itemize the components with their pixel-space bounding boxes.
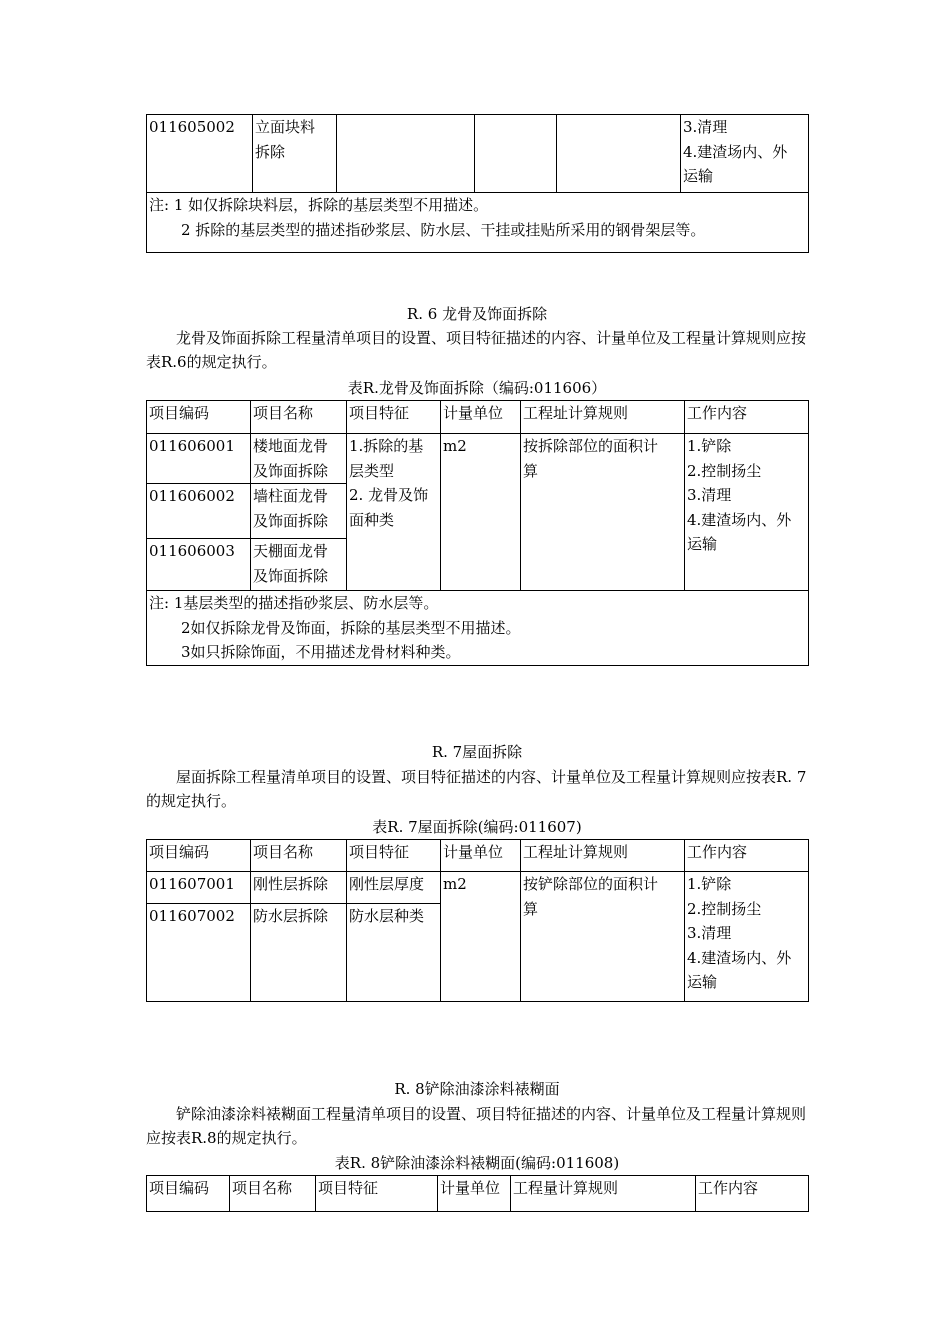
item-code: 011605002	[147, 115, 253, 193]
item-feature: 刚性层厚度	[347, 872, 441, 904]
item-code: 011606002	[147, 484, 251, 539]
header-cell: 工作内容	[696, 1176, 809, 1212]
item-name: 防水层拆除	[251, 904, 347, 1002]
header-cell: 工作内容	[685, 401, 809, 434]
table-caption-r6: 表R.龙骨及饰面拆除（编码:011606）	[347, 379, 607, 397]
header-cell: 工程址计算规则	[521, 401, 685, 434]
header-cell: 项目编码	[147, 1176, 230, 1212]
item-work: 3.清理 4.建渣场内、外 运输	[681, 115, 809, 193]
header-cell: 项目名称	[251, 401, 347, 434]
item-unit: m2	[441, 872, 521, 1002]
section-paragraph-r8: 铲除油漆涂料裱糊面工程量清单项目的设置、项目特征描述的内容、计量单位及工程量计算规则应按表R.8的规定执行。	[146, 1105, 807, 1147]
header-cell: 项目编码	[147, 401, 251, 434]
header-cell: 项目特征	[316, 1176, 438, 1212]
header-cell: 计量单位	[441, 401, 521, 434]
item-name: 刚性层拆除	[251, 872, 347, 904]
item-unit: m2	[441, 434, 521, 591]
section-paragraph-r7: 屋面拆除工程量清单项目的设置、项目特征描述的内容、计量单位及工程量计算规则应按表R. 7的规定执行。	[146, 768, 807, 810]
table-r8	[146, 1175, 809, 1212]
table-note: 注: 1 如仅拆除块料层，拆除的基层类型不用描述。 2 拆除的基层类型的描述指砂浆层、防水层、干挂或挂贴所采用的钢骨架层等。	[147, 193, 809, 253]
item-work: 1.铲除 2.控制扬尘 3.清理 4.建渣场内、外 运输	[685, 434, 809, 591]
table-caption-r7: 表R. 7屋面拆除(编码:011607)	[372, 818, 582, 836]
item-feature: 防水层种类	[347, 904, 441, 1002]
header-cell: 计量单位	[441, 840, 521, 872]
item-code: 011606003	[147, 539, 251, 591]
item-code: 011607002	[147, 904, 251, 1002]
header-cell: 项目名称	[251, 840, 347, 872]
header-cell: 计量单位	[438, 1176, 511, 1212]
item-rule: 按拆除部位的面积计 算	[521, 434, 685, 591]
item-work: 1.铲除 2.控制扬尘 3.清理 4.建渣场内、外 运输	[685, 872, 809, 1002]
item-code: 011606001	[147, 434, 251, 484]
item-unit	[475, 115, 557, 193]
item-rule	[557, 115, 681, 193]
item-name: 楼地面龙骨 及饰面拆除	[251, 434, 347, 484]
header-cell: 项目编码	[147, 840, 251, 872]
section-heading-r8: R. 8铲除油漆涂料裱糊面	[394, 1080, 560, 1098]
header-cell: 项目特征	[347, 840, 441, 872]
item-feature	[337, 115, 475, 193]
item-feature: 1.拆除的基 层类型 2. 龙骨及饰 面种类	[347, 434, 441, 591]
item-name: 立面块料 拆除	[253, 115, 337, 193]
section-paragraph-r6: 龙骨及饰面拆除工程量清单项目的设置、项目特征描述的内容、计量单位及工程量计算规则应按表R.6的规定执行。	[146, 329, 807, 371]
table-note: 注: 1基层类型的描述指砂浆层、防水层等。 2如仅拆除龙骨及饰面，拆除的基层类型不用描述。 3如只拆除饰面，不用描述龙骨材料种类。	[147, 591, 809, 666]
table-r7	[146, 839, 809, 1002]
table-r5-continuation	[146, 114, 809, 253]
header-cell: 项目特征	[347, 401, 441, 434]
header-cell: 工程址计算规则	[521, 840, 685, 872]
table-r6	[146, 400, 809, 666]
item-rule: 按铲除部位的面积计 算	[521, 872, 685, 1002]
item-name: 天棚面龙骨 及饰面拆除	[251, 539, 347, 591]
header-cell: 工作内容	[685, 840, 809, 872]
header-cell: 项目名称	[230, 1176, 316, 1212]
section-heading-r7: R. 7屋面拆除	[431, 743, 523, 761]
item-name: 墙柱面龙骨 及饰面拆除	[251, 484, 347, 539]
section-heading-r6: R. 6 龙骨及饰面拆除	[406, 305, 548, 323]
item-code: 011607001	[147, 872, 251, 904]
table-caption-r8: 表R. 8铲除油漆涂料裱糊面(编码:011608)	[334, 1154, 620, 1172]
header-cell: 工程量计算规则	[511, 1176, 696, 1212]
